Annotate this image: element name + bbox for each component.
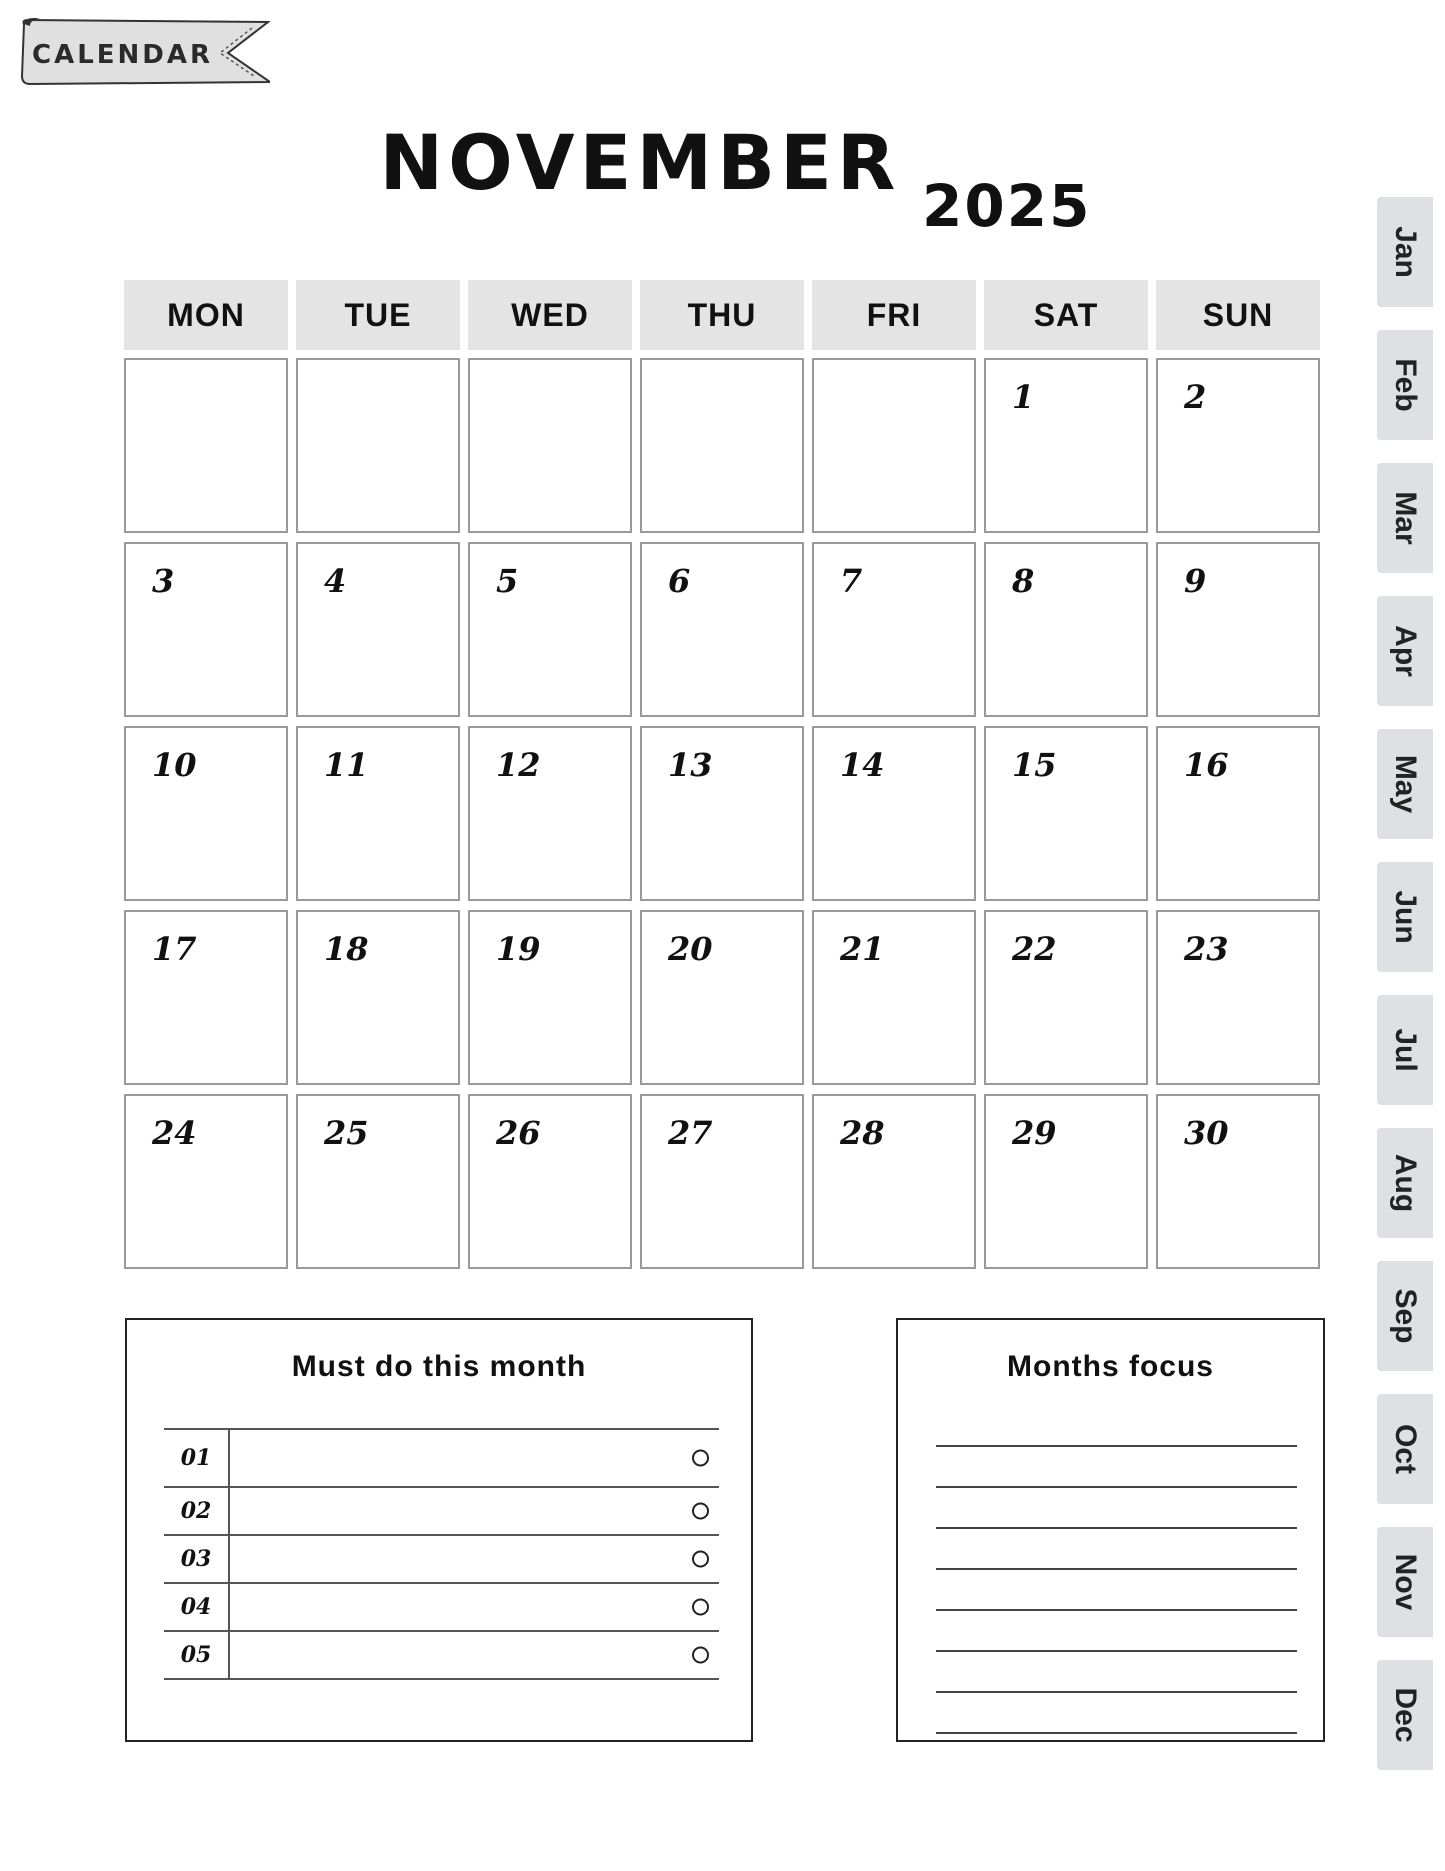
month-tab-label: Sep [1389, 1288, 1422, 1344]
day-number: 20 [668, 930, 713, 968]
day-number: 25 [324, 1114, 369, 1152]
weekday-header-fri: FRI [812, 280, 976, 350]
day-cell[interactable] [812, 910, 976, 1085]
checkbox-circle-icon[interactable] [692, 1599, 709, 1616]
must-do-title: Must do this month [291, 1350, 587, 1383]
day-number: 2 [1184, 378, 1207, 416]
day-number: 29 [1012, 1114, 1057, 1152]
day-cell[interactable] [984, 726, 1148, 901]
months-focus-box [896, 1318, 1325, 1742]
day-number: 16 [1184, 746, 1229, 784]
day-number: 4 [324, 562, 347, 600]
day-cell[interactable] [468, 910, 632, 1085]
day-cell[interactable] [812, 358, 976, 533]
day-cell[interactable] [1156, 910, 1320, 1085]
day-number: 3 [152, 562, 175, 600]
weekday-header-sat: SAT [984, 280, 1148, 350]
day-cell[interactable] [640, 726, 804, 901]
day-cell[interactable] [296, 542, 460, 717]
day-number: 22 [1012, 930, 1057, 968]
todo-row[interactable] [164, 1632, 719, 1680]
month-tab-label: Nov [1389, 1553, 1422, 1611]
must-do-list [164, 1428, 719, 1680]
day-cell[interactable] [124, 726, 288, 901]
calendar-weeks [124, 358, 1324, 1269]
day-cell[interactable] [468, 1094, 632, 1269]
focus-write-line[interactable] [936, 1652, 1297, 1693]
week-row [124, 910, 1324, 1085]
day-cell[interactable] [296, 726, 460, 901]
month-tab-jun[interactable] [1377, 862, 1433, 972]
todo-divider [228, 1632, 230, 1678]
month-tab-label: Dec [1389, 1687, 1422, 1743]
day-number: 28 [840, 1114, 885, 1152]
todo-divider [228, 1430, 230, 1486]
day-cell[interactable] [468, 542, 632, 717]
focus-write-line[interactable] [936, 1611, 1297, 1652]
month-tab-aug[interactable] [1377, 1128, 1433, 1238]
year-title: 2025 [922, 172, 1092, 240]
day-number: 24 [152, 1114, 197, 1152]
month-tab-oct[interactable] [1377, 1394, 1433, 1504]
week-row [124, 1094, 1324, 1269]
month-title: NOVEMBER [379, 118, 901, 207]
focus-write-line[interactable] [936, 1488, 1297, 1529]
todo-row[interactable] [164, 1430, 719, 1488]
month-tab-jul[interactable] [1377, 995, 1433, 1105]
day-number: 1 [1012, 378, 1035, 416]
day-number: 6 [668, 562, 691, 600]
focus-write-line[interactable] [936, 1529, 1297, 1570]
day-number: 23 [1184, 930, 1229, 968]
day-cell[interactable] [468, 726, 632, 901]
month-tab-label: Aug [1389, 1153, 1422, 1213]
month-tab-nov[interactable] [1377, 1527, 1433, 1637]
day-number: 21 [840, 930, 885, 968]
week-row [124, 542, 1324, 717]
todo-divider [228, 1584, 230, 1630]
day-cell[interactable] [1156, 726, 1320, 901]
day-cell[interactable] [296, 1094, 460, 1269]
todo-row[interactable] [164, 1488, 719, 1536]
month-tab-label: Oct [1389, 1423, 1422, 1475]
day-cell[interactable] [640, 358, 804, 533]
todo-divider [228, 1536, 230, 1582]
month-tab-may[interactable] [1377, 729, 1433, 839]
month-tab-feb[interactable] [1377, 330, 1433, 440]
day-cell[interactable] [296, 910, 460, 1085]
month-tab-label: Mar [1389, 491, 1422, 545]
weekday-header-wed: WED [468, 280, 632, 350]
day-cell[interactable] [984, 910, 1148, 1085]
month-tab-label: Feb [1389, 358, 1422, 412]
day-number: 17 [152, 930, 197, 968]
month-tab-label: Jan [1389, 226, 1422, 278]
day-number: 14 [840, 746, 885, 784]
day-cell[interactable] [984, 1094, 1148, 1269]
day-number: 26 [496, 1114, 541, 1152]
day-cell[interactable] [124, 910, 288, 1085]
day-cell[interactable] [984, 542, 1148, 717]
weekday-header-row [124, 280, 1324, 350]
checkbox-circle-icon[interactable] [692, 1503, 709, 1520]
day-number: 5 [496, 562, 519, 600]
day-cell[interactable] [468, 358, 632, 533]
checkbox-circle-icon[interactable] [692, 1647, 709, 1664]
week-row [124, 358, 1324, 533]
todo-number: 03 [180, 1546, 212, 1572]
day-number: 8 [1012, 562, 1035, 600]
todo-number: 01 [180, 1445, 212, 1471]
focus-write-line[interactable] [936, 1447, 1297, 1488]
month-tab-mar[interactable] [1377, 463, 1433, 573]
weekday-header-thu: THU [640, 280, 804, 350]
weekday-header-mon: MON [124, 280, 288, 350]
day-number: 12 [496, 746, 541, 784]
todo-divider [228, 1488, 230, 1534]
month-tabs [1377, 197, 1433, 1793]
must-do-box [125, 1318, 753, 1742]
day-cell[interactable] [812, 726, 976, 901]
month-tab-apr[interactable] [1377, 596, 1433, 706]
day-number: 18 [324, 930, 369, 968]
todo-number: 04 [180, 1594, 212, 1620]
day-cell[interactable] [296, 358, 460, 533]
day-cell[interactable] [1156, 542, 1320, 717]
ribbon-text: CALENDAR [32, 40, 214, 70]
todo-number: 05 [180, 1642, 212, 1668]
focus-write-line[interactable] [936, 1570, 1297, 1611]
month-tab-label: Jul [1389, 1028, 1422, 1072]
todo-row[interactable] [164, 1536, 719, 1584]
checkbox-circle-icon[interactable] [692, 1551, 709, 1568]
day-number: 27 [668, 1114, 713, 1152]
weekday-header-sun: SUN [1156, 280, 1320, 350]
month-tab-jan[interactable] [1377, 197, 1433, 307]
focus-write-line[interactable] [936, 1406, 1297, 1447]
week-row [124, 726, 1324, 901]
month-tab-label: May [1389, 754, 1422, 814]
month-tab-label: Apr [1389, 625, 1422, 677]
focus-lines [936, 1406, 1297, 1734]
day-cell[interactable] [124, 358, 288, 533]
calendar-ribbon-label [20, 18, 270, 88]
calendar-grid [124, 280, 1324, 1278]
day-number: 7 [840, 562, 863, 600]
day-cell[interactable] [1156, 1094, 1320, 1269]
day-cell[interactable] [640, 542, 804, 717]
day-cell[interactable] [640, 1094, 804, 1269]
day-number: 30 [1184, 1114, 1229, 1152]
day-number: 9 [1184, 562, 1207, 600]
day-cell[interactable] [984, 358, 1148, 533]
months-focus-title: Months focus [1007, 1350, 1214, 1383]
checkbox-circle-icon[interactable] [692, 1450, 709, 1467]
month-tab-label: Jun [1389, 890, 1422, 944]
day-cell[interactable] [812, 542, 976, 717]
day-number: 19 [496, 930, 541, 968]
day-cell[interactable] [1156, 358, 1320, 533]
day-number: 15 [1012, 746, 1057, 784]
day-cell[interactable] [640, 910, 804, 1085]
day-cell[interactable] [124, 542, 288, 717]
day-number: 11 [324, 746, 369, 784]
month-tab-sep[interactable] [1377, 1261, 1433, 1371]
day-number: 10 [152, 746, 197, 784]
weekday-header-tue: TUE [296, 280, 460, 350]
day-cell[interactable] [124, 1094, 288, 1269]
month-tab-dec[interactable] [1377, 1660, 1433, 1770]
day-number: 13 [668, 746, 713, 784]
focus-write-line[interactable] [936, 1693, 1297, 1734]
todo-number: 02 [180, 1498, 212, 1524]
day-cell[interactable] [812, 1094, 976, 1269]
todo-row[interactable] [164, 1584, 719, 1632]
